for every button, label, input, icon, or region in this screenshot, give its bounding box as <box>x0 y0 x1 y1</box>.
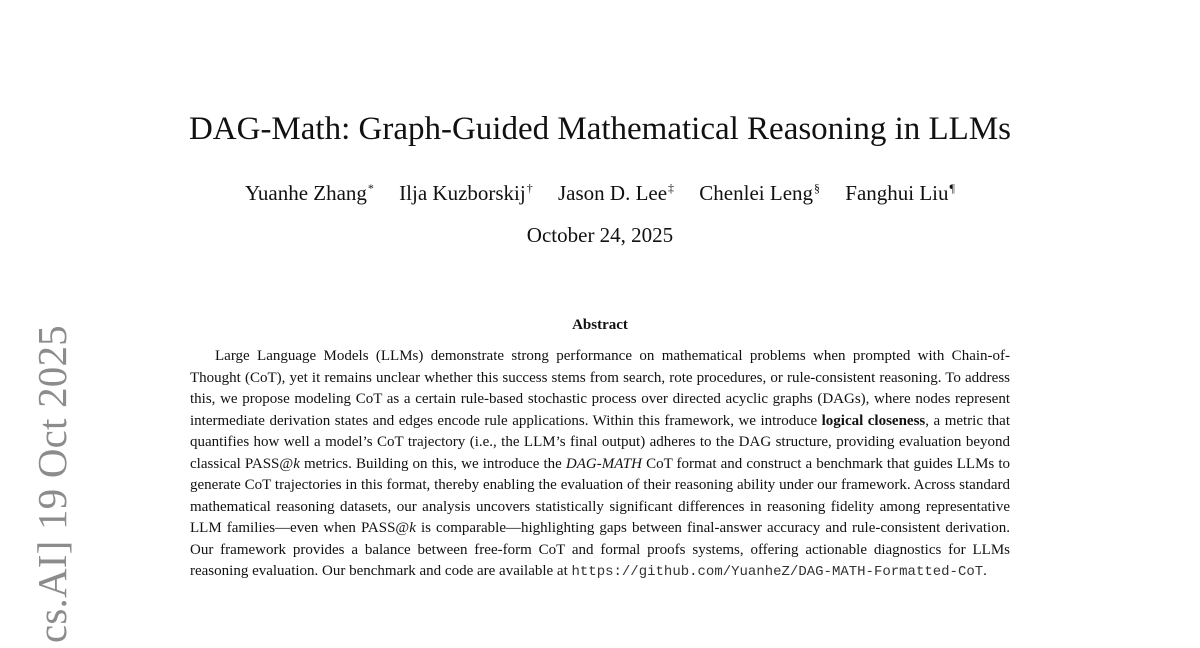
author <box>245 181 374 205</box>
author-affiliation-mark: ¶ <box>949 181 955 195</box>
abstract-text: . <box>983 563 987 579</box>
author-list <box>0 174 1200 207</box>
abstract-body <box>190 346 1010 584</box>
logical-closeness-term: logical closeness <box>821 412 926 429</box>
author-name: Jason D. Lee <box>557 181 668 205</box>
abstract-text: CoT format and construct a benchmark that guides LLMs to generate CoT trajectories in this format, thereby enabling the evaluation of their reasoning ability under our framework. Across standard mathematical reasoning datasets, our analysis uncovers statistically significant differences in reasoning fidelity among representative LLM families—even when PASS@ <box>190 455 1011 536</box>
paper-title: DAG-Math: Graph-Guided Mathematical Reasoning in LLMs <box>188 111 1012 147</box>
paper-date: October 24, 2025 <box>526 223 674 247</box>
author-name: Ilja Kuzborskij <box>399 181 526 205</box>
author-affiliation-mark: § <box>814 181 821 195</box>
abstract-paragraph <box>190 346 1010 584</box>
author-name: Fanghui Liu <box>845 181 949 205</box>
abstract-text: is comparable—highlighting gaps between final-answer accuracy and rule-consistent derivation. Our framework provides a balance between free-form CoT and formal proofs systems, offering actionable diagnostics for LLMs reasoning evaluation. Our benchmark and code are available at <box>190 520 1010 579</box>
author <box>399 181 533 205</box>
arxiv-side-stamp: cs.AI] 19 Oct 2025 <box>29 325 75 643</box>
dag-math-term: DAG-MATH <box>565 455 642 472</box>
abstract-heading: Abstract <box>572 317 628 333</box>
author <box>558 181 674 205</box>
github-link[interactable]: https://github.com/YuanheZ/DAG-MATH-Formatted-CoT <box>571 564 984 580</box>
author <box>699 181 820 205</box>
author <box>845 181 955 205</box>
k-variable: k <box>409 520 416 536</box>
author-name: Chenlei Leng <box>699 181 814 205</box>
abstract-text: , a metric that quantifies how well a model’s CoT trajectory (i.e., the LLM’s final output) adheres to the DAG structure, providing evaluation beyond classical PASS@ <box>190 412 1011 472</box>
author-affiliation-mark: † <box>526 181 533 195</box>
abstract-text: metrics. Building on this, we introduce the <box>299 455 566 472</box>
author-name: Yuanhe Zhang <box>245 181 367 205</box>
abstract-text: Large Language Models (LLMs) demonstrate strong performance on mathematical problems when prompted with Chain-of-Thought (CoT), yet it remains unclear whether this success stems from search, rote procedures, or rule-consistent reasoning. To address this, we propose modeling CoT as a certain rule-based stochastic process over directed acyclic graphs (DAGs), where nodes represent intermediate derivation states and edges encode rule applications. Within this framework, we introduce <box>190 348 1010 429</box>
k-variable: k <box>293 455 300 472</box>
author-affiliation-mark: ‡ <box>668 181 675 195</box>
author-affiliation-mark: * <box>367 181 374 195</box>
